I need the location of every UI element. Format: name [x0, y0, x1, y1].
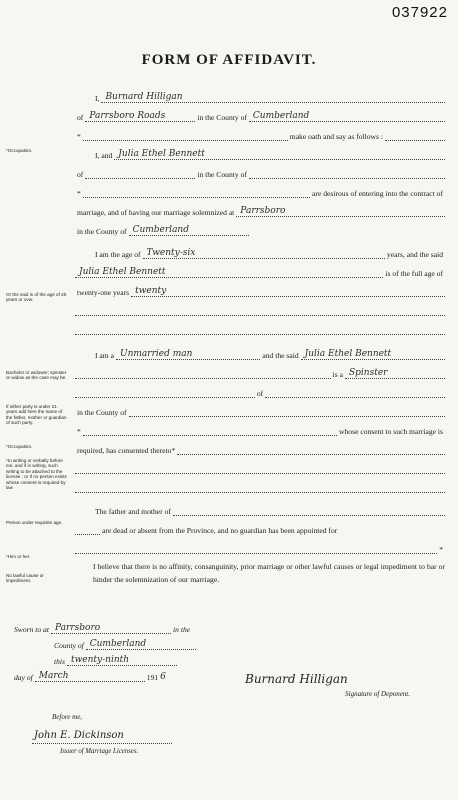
sworn-month: March [38, 671, 69, 681]
oath-line: * make oath and say as follows : [75, 122, 445, 141]
issuer-label: Issuer of Marriage Licenses. [60, 748, 139, 755]
deponent-signature: Burnard Hilligan [245, 672, 348, 686]
deponent-age: Twenty-six [146, 248, 196, 258]
margin-note-person: Person under requisite age. [6, 520, 63, 525]
before-me-label: Before me, [52, 713, 83, 721]
father-line: The father and mother of [75, 497, 445, 516]
deponent-status: Unmarried man [119, 349, 193, 359]
issuer-signature: John E. Dickinson [34, 730, 124, 741]
sworn-year-digit: 6 [160, 672, 166, 682]
spouse-age-line: twenty-one years twenty [75, 278, 445, 297]
spouse-status: Spinster [349, 368, 388, 378]
sworn-day-line: this twenty-ninth [12, 650, 432, 666]
affidavit-body [75, 84, 445, 588]
age-line: I am the age of Twenty-six years, and the said [95, 248, 443, 259]
margin-note-bachelor: Bachelor or widower; spinster or widow as the case may be. [6, 370, 67, 381]
signature-label: Signature of Deponent. [345, 690, 410, 698]
blank-line-4 [75, 474, 445, 493]
spouse-name-2: Julia Ethel Bennett [79, 267, 166, 277]
margin-note-lawful: No lawful cause or impediment. [6, 573, 44, 584]
spouse-status-line: is a Spinster [75, 360, 445, 379]
solemnized-county-line: in the County of Cumberland [75, 217, 445, 236]
deponent-residence: Parrsboro Roads [89, 111, 166, 121]
solemnized-line: marriage, and of having our marriage solemnized at Parrsboro [75, 198, 445, 217]
solemnized-county: Cumberland [132, 225, 189, 235]
blank-line-5: * [75, 535, 445, 554]
blank-line-3 [75, 455, 445, 474]
required-line: required, has consented thereto* [75, 436, 445, 455]
spouse-age: twenty [135, 286, 167, 296]
page-title: FORM OF AFFIDAVIT. [141, 52, 317, 68]
sworn-county-line: County of Cumberland [12, 634, 432, 650]
sworn-place: Parrsboro [55, 623, 101, 633]
margin-note-him-her: *Him or her. [6, 554, 31, 559]
spouse-name-3: Julia Ethel Bennett [304, 349, 392, 359]
deponent-name: Burnard Hilligan [105, 92, 183, 102]
parent-of-line: of [75, 379, 445, 398]
sworn-place-line: Sworn to at Parrsboro in the [14, 623, 191, 634]
spouse-name-line: I, and Julia Ethel Bennett [75, 141, 445, 160]
sworn-day: twenty-ninth [70, 655, 130, 665]
deponent-county: Cumberland [252, 111, 310, 121]
document-number-stamp: 037922 [391, 4, 448, 21]
spouse-age-name-line: Julia Ethel Bennett is of the full age of [75, 259, 445, 278]
desirous-line: * are desirous of entering into the contract of [75, 179, 445, 198]
blank-line-1 [75, 297, 445, 316]
issuer-line [32, 743, 172, 744]
solemnized-place: Parrsboro [240, 206, 286, 216]
sworn-county: Cumberland [89, 639, 147, 649]
impediment-statement: I believe that there is no affinity, consanguinity, prior marriage or other lawful causes or legal impediment to bar or hinder the solemnization of our marriage. [93, 562, 445, 584]
margin-note-age: Or the said is of the age of 20 years or over. [6, 292, 67, 303]
status-line: I am a Unmarried man and the said Julia Ethel Bennett [75, 341, 445, 360]
sworn-month-line: day of March 191 6 [14, 671, 166, 682]
spouse-name: Julia Ethel Bennett [118, 149, 205, 159]
consent-line: * whose consent to such marriage is [75, 417, 445, 436]
margin-note-occupation-2: *Occupation. [6, 444, 33, 449]
margin-note-writing: *In writing or verbally before me, and if in writing, such writing to be attached to the license ; or If no person exists whose consent is required by law [6, 458, 67, 491]
deponent-name-line: I, Burnard Hilligan [75, 84, 445, 103]
deponent-residence-line: of Parrsboro Roads in the County of Cumberland [75, 103, 445, 122]
blank-line-2 [75, 316, 445, 335]
margin-note-party: If either party is under 21 years add here the name of the father, mother or guardian of such party. [6, 404, 67, 426]
parent-county-line: in the County of [75, 398, 445, 417]
spouse-county-line: of in the County of [75, 160, 445, 179]
sworn-block [12, 618, 432, 682]
absent-line: are dead or absent from the Province, and no guardian has been appointed for [75, 516, 445, 535]
margin-note-occupation: *Occupation. [6, 148, 33, 153]
